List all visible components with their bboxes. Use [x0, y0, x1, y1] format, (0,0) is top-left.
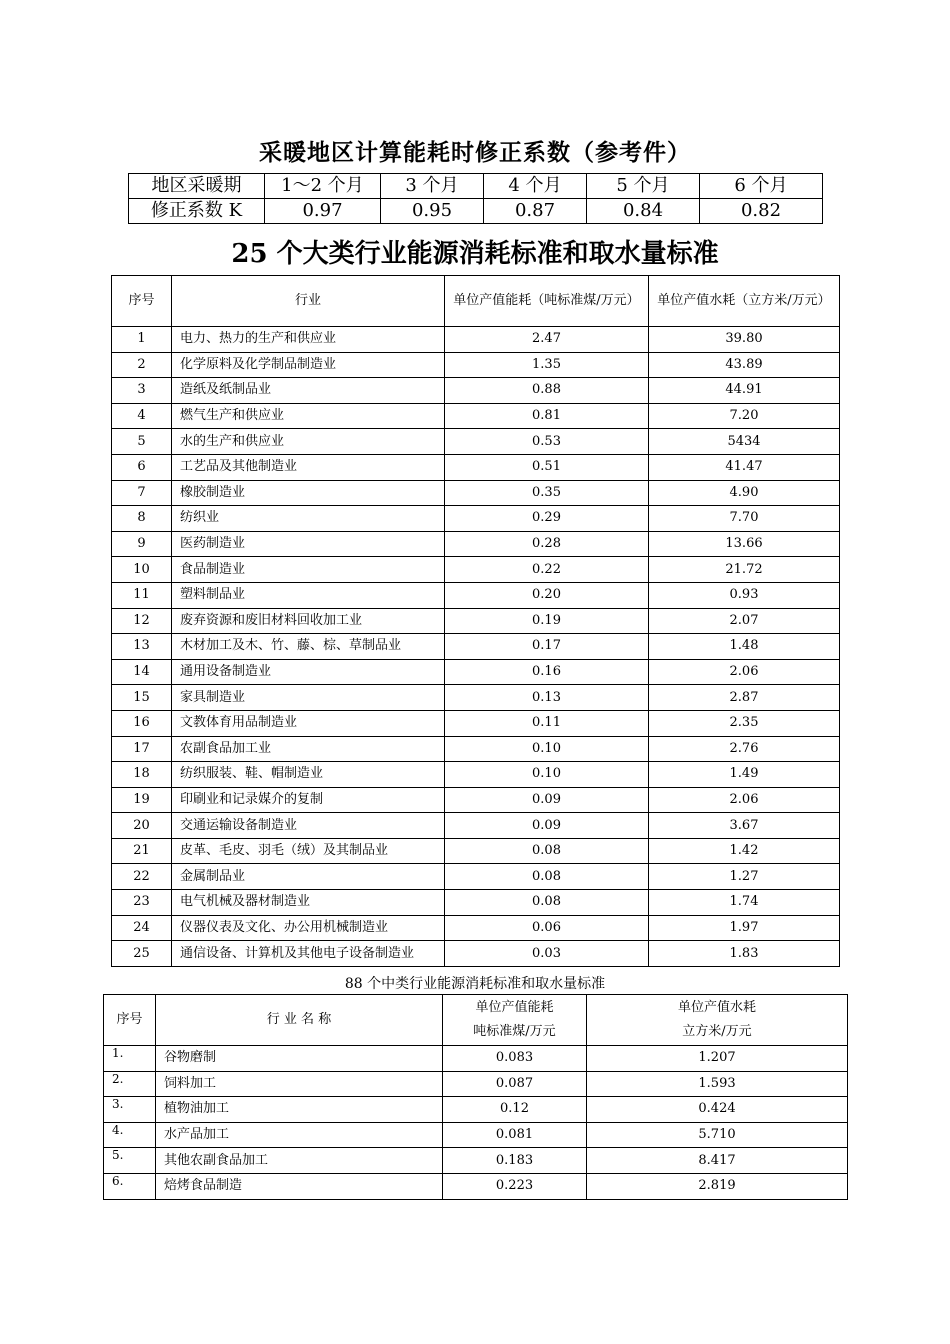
row-index: 3.: [104, 1097, 156, 1123]
row-water-value: 41.47: [649, 454, 840, 480]
row-water-value: 1.42: [649, 838, 840, 864]
table-cell: 3 个月: [381, 174, 484, 199]
table-row: [112, 890, 840, 916]
row-industry-name: 水的生产和供应业: [172, 429, 445, 455]
table-row: [112, 685, 840, 711]
row-index: 16: [112, 710, 172, 736]
row-water-value: 5434: [649, 429, 840, 455]
header-water-line2: 立方米/万元: [682, 1024, 752, 1039]
table-row: [112, 429, 840, 455]
major-industry-title: 25 个大类行业能源消耗标准和取水量标准: [231, 239, 719, 269]
row-industry-name: 燃气生产和供应业: [172, 403, 445, 429]
table-cell: 0.84: [587, 199, 700, 224]
row-water-value: 5.710: [587, 1122, 848, 1148]
row-index: 2: [112, 352, 172, 378]
row-index: 5: [112, 429, 172, 455]
table-row: [112, 659, 840, 685]
row-industry-name: 其他农副食品加工: [156, 1148, 443, 1174]
row-water-value: 21.72: [649, 557, 840, 583]
table-cell: 5 个月: [587, 174, 700, 199]
table-row: [112, 557, 840, 583]
row-industry-name: 纺织业: [172, 506, 445, 532]
row-industry-name: 纺织服装、鞋、帽制造业: [172, 762, 445, 788]
row-index: 8: [112, 506, 172, 532]
row-water-value: 0.424: [587, 1097, 848, 1123]
table-row: [112, 762, 840, 788]
row-water-value: 44.91: [649, 378, 840, 404]
table-row: [112, 915, 840, 941]
row-water-value: 1.593: [587, 1071, 848, 1097]
row-industry-name: 农副食品加工业: [172, 736, 445, 762]
row-index: 10: [112, 557, 172, 583]
header-energy-line2: 吨标准煤/万元: [473, 1024, 556, 1039]
row-index: 7: [112, 480, 172, 506]
table-row: [112, 864, 840, 890]
medium-industry-table: [103, 994, 848, 1200]
row-industry-name: 焙烤食品制造: [156, 1173, 443, 1199]
row-industry-name: 造纸及纸制品业: [172, 378, 445, 404]
row-energy-value: 0.08: [445, 864, 649, 890]
table-row: [112, 403, 840, 429]
row-industry-name: 印刷业和记录媒介的复制: [172, 787, 445, 813]
row-industry-name: 化学原料及化学制品制造业: [172, 352, 445, 378]
row-industry-name: 工艺品及其他制造业: [172, 454, 445, 480]
row-water-value: 1.207: [587, 1046, 848, 1072]
row-industry-name: 仪器仪表及文化、办公用机械制造业: [172, 915, 445, 941]
table-row: [112, 608, 840, 634]
row-index: 18: [112, 762, 172, 788]
row-water-value: 1.27: [649, 864, 840, 890]
table-row: [104, 1071, 848, 1097]
table-row: [104, 1173, 848, 1199]
row-index: 4: [112, 403, 172, 429]
row-energy-value: 2.47: [445, 327, 649, 353]
table-row: [112, 582, 840, 608]
row-energy-value: 0.08: [445, 890, 649, 916]
row-energy-value: 0.08: [445, 838, 649, 864]
row-index: 14: [112, 659, 172, 685]
table-cell: 6 个月: [700, 174, 823, 199]
table-cell: 4 个月: [484, 174, 587, 199]
row-energy-value: 0.81: [445, 403, 649, 429]
row-water-value: 8.417: [587, 1148, 848, 1174]
row-energy-value: 0.09: [445, 813, 649, 839]
row-energy-value: 0.11: [445, 710, 649, 736]
row-index: 19: [112, 787, 172, 813]
table-cell: 1～2 个月: [265, 174, 381, 199]
row-index: 23: [112, 890, 172, 916]
table-row: [112, 736, 840, 762]
table-cell: 0.95: [381, 199, 484, 224]
row-energy-value: 0.16: [445, 659, 649, 685]
row-index: 17: [112, 736, 172, 762]
row-industry-name: 塑料制品业: [172, 582, 445, 608]
row-index: 12: [112, 608, 172, 634]
row-energy-value: 0.06: [445, 915, 649, 941]
row-water-value: 2.06: [649, 659, 840, 685]
header-energy: 单位产值能耗（吨标准煤/万元）: [445, 276, 649, 327]
row-industry-name: 文教体育用品制造业: [172, 710, 445, 736]
row-water-value: 39.80: [649, 327, 840, 353]
row-water-value: 2.07: [649, 608, 840, 634]
row-industry-name: 植物油加工: [156, 1097, 443, 1123]
row-water-value: 1.83: [649, 941, 840, 967]
row-index: 24: [112, 915, 172, 941]
row-index: 6: [112, 454, 172, 480]
row-industry-name: 谷物磨制: [156, 1046, 443, 1072]
row-index: 22: [112, 864, 172, 890]
row-water-value: 2.819: [587, 1173, 848, 1199]
header-water: [587, 995, 848, 1046]
row-index: 9: [112, 531, 172, 557]
row-water-value: 1.48: [649, 634, 840, 660]
header-industry: 行 业 名 称: [156, 995, 443, 1046]
row-water-value: 2.35: [649, 710, 840, 736]
medium-industry-title: 88 个中类行业能源消耗标准和取水量标准: [344, 976, 606, 992]
row-index: 4.: [104, 1122, 156, 1148]
row-industry-name: 电力、热力的生产和供应业: [172, 327, 445, 353]
table-cell: 0.87: [484, 199, 587, 224]
table-row: [112, 327, 840, 353]
row-water-value: 0.93: [649, 582, 840, 608]
header-energy: [443, 995, 587, 1046]
row-industry-name: 饲料加工: [156, 1071, 443, 1097]
row-energy-value: 0.03: [445, 941, 649, 967]
row-energy-value: 0.51: [445, 454, 649, 480]
row-energy-value: 0.88: [445, 378, 649, 404]
row-industry-name: 食品制造业: [172, 557, 445, 583]
row-water-value: 4.90: [649, 480, 840, 506]
row-water-value: 1.49: [649, 762, 840, 788]
row-industry-name: 通用设备制造业: [172, 659, 445, 685]
row-energy-value: 0.53: [445, 429, 649, 455]
table-row: [104, 1122, 848, 1148]
table-row: [104, 1097, 848, 1123]
row-water-value: 1.74: [649, 890, 840, 916]
row-water-value: 2.06: [649, 787, 840, 813]
row-index: 21: [112, 838, 172, 864]
table-header-row: [112, 276, 840, 327]
row-industry-name: 木材加工及木、竹、藤、棕、草制品业: [172, 634, 445, 660]
table-cell: 修正系数 K: [129, 199, 265, 224]
table-row: [112, 531, 840, 557]
table-cell: 0.82: [700, 199, 823, 224]
correction-coefficient-row: [129, 199, 823, 224]
row-energy-value: 0.10: [445, 736, 649, 762]
row-energy-value: 0.35: [445, 480, 649, 506]
row-energy-value: 0.087: [443, 1071, 587, 1097]
row-energy-value: 0.223: [443, 1173, 587, 1199]
row-industry-name: 交通运输设备制造业: [172, 813, 445, 839]
row-industry-name: 金属制品业: [172, 864, 445, 890]
row-index: 13: [112, 634, 172, 660]
header-energy-line1: 单位产值能耗: [475, 1000, 554, 1015]
heating-title: 采暖地区计算能耗时修正系数（参考件）: [259, 140, 691, 166]
table-row: [112, 710, 840, 736]
row-energy-value: 0.083: [443, 1046, 587, 1072]
table-row: [112, 378, 840, 404]
row-industry-name: 皮革、毛皮、羽毛（绒）及其制品业: [172, 838, 445, 864]
row-water-value: 7.70: [649, 506, 840, 532]
table-row: [112, 838, 840, 864]
row-energy-value: 0.22: [445, 557, 649, 583]
row-index: 25: [112, 941, 172, 967]
row-industry-name: 电气机械及器材制造业: [172, 890, 445, 916]
table-cell: 0.97: [265, 199, 381, 224]
row-water-value: 3.67: [649, 813, 840, 839]
major-industry-table: [111, 275, 840, 967]
table-row: [104, 1148, 848, 1174]
header-water: 单位产值水耗（立方米/万元）: [649, 276, 840, 327]
table-header-row: [104, 995, 848, 1046]
header-water-line1: 单位产值水耗: [677, 1000, 756, 1015]
row-index: 20: [112, 813, 172, 839]
row-index: 6.: [104, 1173, 156, 1199]
row-energy-value: 0.13: [445, 685, 649, 711]
row-energy-value: 0.28: [445, 531, 649, 557]
row-industry-name: 通信设备、计算机及其他电子设备制造业: [172, 941, 445, 967]
row-index: 3: [112, 378, 172, 404]
row-water-value: 2.76: [649, 736, 840, 762]
table-cell: 地区采暖期: [129, 174, 265, 199]
row-index: 1.: [104, 1046, 156, 1072]
row-energy-value: 0.19: [445, 608, 649, 634]
row-energy-value: 0.12: [443, 1097, 587, 1123]
row-industry-name: 橡胶制造业: [172, 480, 445, 506]
table-row: [104, 1046, 848, 1072]
row-index: 15: [112, 685, 172, 711]
row-industry-name: 水产品加工: [156, 1122, 443, 1148]
header-industry: 行业: [172, 276, 445, 327]
row-energy-value: 0.081: [443, 1122, 587, 1148]
row-industry-name: 家具制造业: [172, 685, 445, 711]
row-water-value: 43.89: [649, 352, 840, 378]
row-industry-name: 废弃资源和废旧材料回收加工业: [172, 608, 445, 634]
row-energy-value: 0.09: [445, 787, 649, 813]
table-row: [112, 480, 840, 506]
row-index: 11: [112, 582, 172, 608]
row-water-value: 1.97: [649, 915, 840, 941]
table-row: [112, 941, 840, 967]
row-water-value: 2.87: [649, 685, 840, 711]
heating-period-row: [129, 174, 823, 199]
row-energy-value: 0.29: [445, 506, 649, 532]
row-index: 2.: [104, 1071, 156, 1097]
row-water-value: 13.66: [649, 531, 840, 557]
row-industry-name: 医药制造业: [172, 531, 445, 557]
heating-coefficient-table: [128, 173, 823, 224]
row-energy-value: 0.20: [445, 582, 649, 608]
table-row: [112, 352, 840, 378]
row-energy-value: 0.17: [445, 634, 649, 660]
row-index: 5.: [104, 1148, 156, 1174]
row-index: 1: [112, 327, 172, 353]
header-index: 序号: [112, 276, 172, 327]
table-row: [112, 634, 840, 660]
table-row: [112, 813, 840, 839]
row-energy-value: 1.35: [445, 352, 649, 378]
table-row: [112, 506, 840, 532]
row-water-value: 7.20: [649, 403, 840, 429]
row-energy-value: 0.10: [445, 762, 649, 788]
table-row: [112, 454, 840, 480]
header-index: 序号: [104, 995, 156, 1046]
table-row: [112, 787, 840, 813]
row-energy-value: 0.183: [443, 1148, 587, 1174]
